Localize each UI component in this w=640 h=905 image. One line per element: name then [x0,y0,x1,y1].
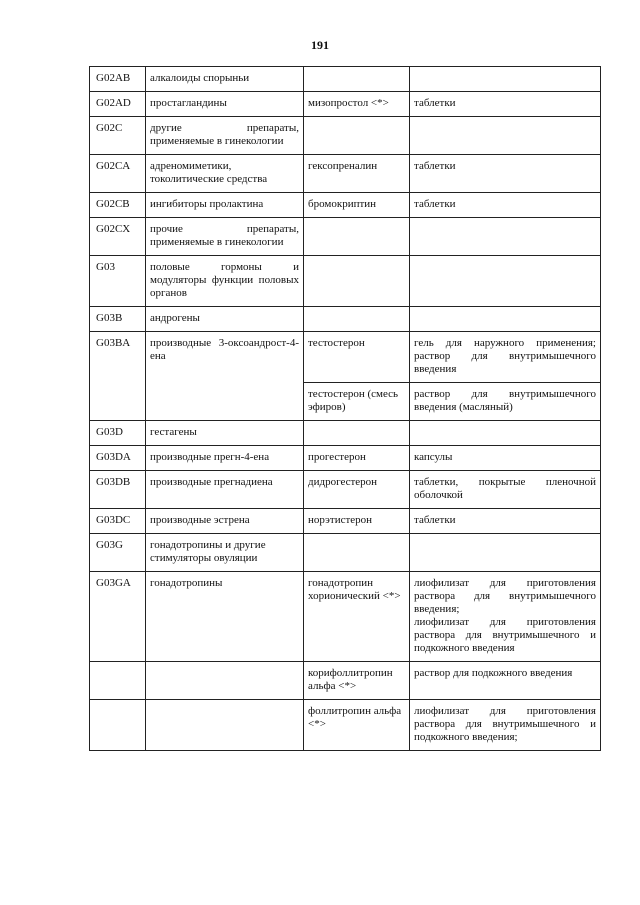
atc-code: G03 [90,256,146,307]
group-name: прочие препараты, применяемые в гинекологии [146,218,304,256]
atc-code: G03DA [90,446,146,471]
group-name: гестагены [146,421,304,446]
table-row [90,471,601,509]
drug-name [304,307,410,332]
drug-name [304,421,410,446]
table-row [90,332,601,383]
dosage-form-line: лиофилизат для приготовления раствора для внутримышечного и подкожного введения [414,616,596,654]
table-row [90,662,601,700]
atc-code: G03G [90,534,146,572]
drug-name: прогестерон [304,446,410,471]
drug-name: норэтистерон [304,509,410,534]
drug-table [89,66,601,751]
dosage-form [410,307,601,332]
atc-code: G02AB [90,67,146,92]
table-row [90,218,601,256]
drug-name [304,218,410,256]
atc-code: G02CA [90,155,146,193]
drug-name: корифоллитропин альфа <*> [304,662,410,700]
drug-name: бромокриптин [304,193,410,218]
group-name: адреномиметики, токолитические средства [146,155,304,193]
drug-name: тестостерон (смесь эфиров) [304,383,410,421]
dosage-form-line: лиофилизат для приготовления раствора для внутримышечного введения; [414,577,596,615]
drug-name [304,256,410,307]
dosage-form: таблетки [410,509,601,534]
drug-name [304,534,410,572]
atc-code: G02CX [90,218,146,256]
table-row [90,193,601,218]
group-name: андрогены [146,307,304,332]
group-name: производные прегн-4-ена [146,446,304,471]
drug-name: тестостерон [304,332,410,383]
group-name: другие препараты, применяемые в гинекологии [146,117,304,155]
atc-code: G03DB [90,471,146,509]
dosage-form [410,67,601,92]
table-row [90,67,601,92]
atc-code-empty [90,700,146,751]
table-row [90,572,601,662]
group-name: производные 3-оксоандрост-4-ена [146,332,304,421]
dosage-form [410,421,601,446]
drug-name: мизопростол <*> [304,92,410,117]
drug-name: фоллитропин альфа <*> [304,700,410,751]
atc-code-empty [90,662,146,700]
dosage-form: гель для наружного применения; раствор для внутримышечного введения [410,332,601,383]
drug-name [304,67,410,92]
table-row [90,509,601,534]
group-name: алкалоиды спорыньи [146,67,304,92]
dosage-form: раствор для подкожного введения [410,662,601,700]
atc-code: G02CB [90,193,146,218]
table-row [90,155,601,193]
dosage-form: лиофилизат для приготовления раствора для внутримышечного и подкожного введения; [410,700,601,751]
table-row [90,700,601,751]
page-number: 191 [311,38,329,52]
group-name: гонадотропины [146,572,304,662]
dosage-form [410,256,601,307]
table-row [90,256,601,307]
atc-code: G03GA [90,572,146,662]
dosage-form: таблетки [410,193,601,218]
drug-name: дидрогестерон [304,471,410,509]
atc-code: G03BA [90,332,146,421]
group-name: производные прегнадиена [146,471,304,509]
dosage-form: капсулы [410,446,601,471]
group-name: ингибиторы пролактина [146,193,304,218]
table-row [90,446,601,471]
dosage-form: раствор для внутримышечного введения (масляный) [410,383,601,421]
group-name: гонадотропины и другие стимуляторы овуляции [146,534,304,572]
atc-code: G02C [90,117,146,155]
dosage-form [410,117,601,155]
drug-name [304,117,410,155]
dosage-form [410,572,601,662]
table-row [90,117,601,155]
table-row [90,534,601,572]
dosage-form: таблетки [410,92,601,117]
group-name: производные эстрена [146,509,304,534]
atc-code: G03DC [90,509,146,534]
group-name: половые гормоны и модуляторы функции половых органов [146,256,304,307]
dosage-form [410,534,601,572]
atc-code: G03B [90,307,146,332]
table-row [90,421,601,446]
group-name-empty [146,662,304,700]
atc-code: G03D [90,421,146,446]
dosage-form [410,218,601,256]
group-name-empty [146,700,304,751]
dosage-form: таблетки, покрытые пленочной оболочкой [410,471,601,509]
table-row [90,307,601,332]
table-row [90,92,601,117]
atc-code: G02AD [90,92,146,117]
drug-name: гонадотропин хорионический <*> [304,572,410,662]
group-name: простагландины [146,92,304,117]
dosage-form: таблетки [410,155,601,193]
drug-name: гексопреналин [304,155,410,193]
